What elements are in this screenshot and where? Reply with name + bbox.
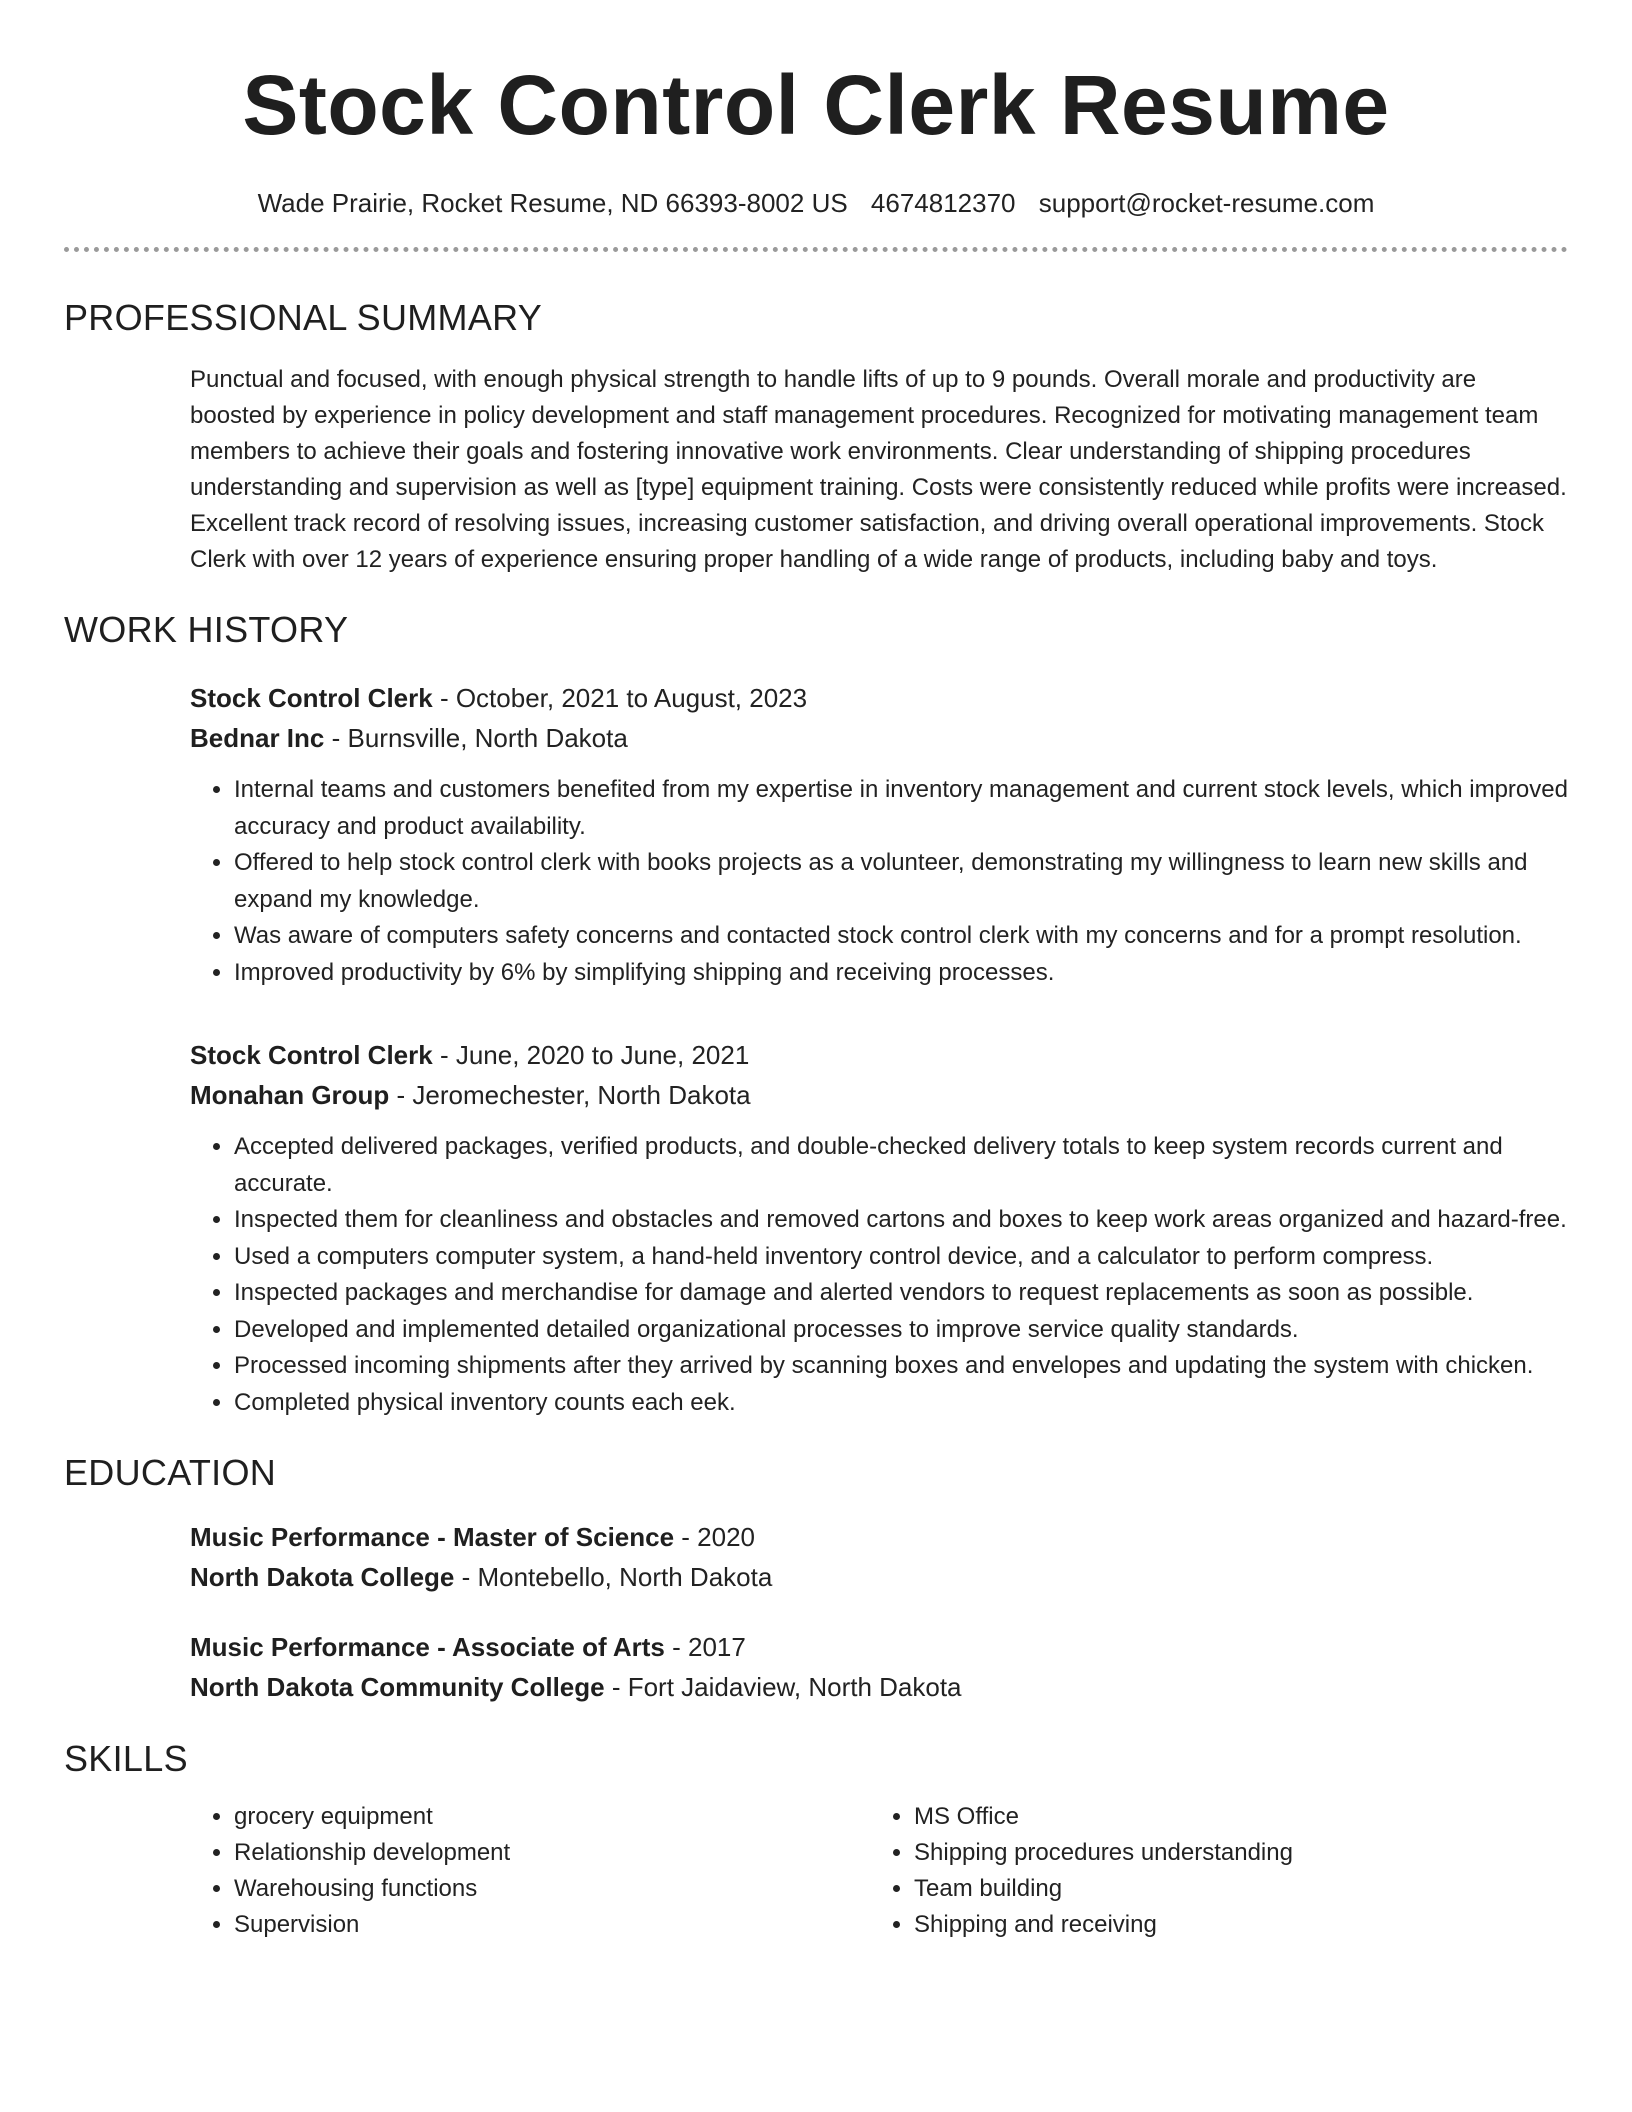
skills-list	[190, 1799, 870, 1943]
skill-item: • MS Office	[914, 1799, 1550, 1835]
job-company: Bednar Inc	[190, 723, 325, 753]
skills-heading: SKILLS	[64, 1738, 188, 1779]
contact-line	[64, 187, 1568, 219]
summary-heading: PROFESSIONAL SUMMARY	[64, 297, 543, 338]
job-bullet: • Processed incoming shipments after they arrived by scanning boxes and envelopes and updating the system with chicken.	[234, 1348, 1568, 1385]
header-divider	[64, 247, 1568, 252]
school: North Dakota Community College	[190, 1672, 605, 1702]
job-company-line	[190, 1075, 1568, 1115]
school-line	[190, 1667, 1568, 1707]
skill-item: • Shipping procedures understanding	[914, 1835, 1550, 1871]
job-bullet: • Offered to help stock control clerk with books projects as a volunteer, demonstrating my willingness to learn new skills and expand my knowledge.	[234, 845, 1568, 918]
degree-year: - 2017	[664, 1632, 746, 1662]
skill-item: • Team building	[914, 1871, 1550, 1907]
summary-section	[64, 296, 1568, 578]
job-location: - Burnsville, North Dakota	[324, 723, 628, 753]
job-bullet: • Used a computers computer system, a hand-held inventory control device, and a calculator to perform compress.	[234, 1239, 1568, 1276]
skill-item: • Supervision	[234, 1907, 870, 1943]
skills-column-right	[870, 1799, 1550, 1943]
contact-address: Wade Prairie, Rocket Resume, ND 66393-8002 US	[257, 188, 848, 218]
degree-year: - 2020	[674, 1522, 756, 1552]
work-history-section	[64, 608, 1568, 1421]
education-section	[64, 1451, 1568, 1707]
education-entry	[190, 1517, 1568, 1597]
contact-email: support@rocket-resume.com	[1038, 188, 1375, 218]
job-bullets	[190, 1129, 1568, 1421]
skill-item: • grocery equipment	[234, 1799, 870, 1835]
job-location: - Jeromechester, North Dakota	[389, 1080, 751, 1110]
degree-line	[190, 1517, 1568, 1557]
job-title-line	[190, 1035, 1568, 1075]
school-line	[190, 1557, 1568, 1597]
skills-section	[64, 1737, 1568, 1943]
skills-list	[870, 1799, 1550, 1943]
job-bullet: • Internal teams and customers benefited from my expertise in inventory management and current stock levels, which improved accuracy and product availability.	[234, 772, 1568, 845]
job-entry	[190, 678, 1568, 991]
education-heading: EDUCATION	[64, 1452, 277, 1493]
skills-grid	[190, 1799, 1568, 1943]
skills-column-left	[190, 1799, 870, 1943]
summary-text: Punctual and focused, with enough physical strength to handle lifts of up to 9 pounds. Overall morale and productivity are boosted by experience in policy development and staff management procedures. Recognized for motivating management team members to achieve their goals and fostering innovative work environments. Clear understanding of shipping procedures understanding and supervision as well as [type] equipment training. Costs were consistently reduced while profits were increased. Excellent track record of resolving issues, increasing customer satisfaction, and driving overall operational improvements. Stock Clerk with over 12 years of experience ensuring proper handling of a wide range of products, including baby and toys.	[190, 366, 1567, 573]
job-company-line	[190, 718, 1568, 758]
job-bullet: • Developed and implemented detailed organizational processes to improve service quality standards.	[234, 1312, 1568, 1349]
job-bullet: • Accepted delivered packages, verified products, and double-checked delivery totals to keep system records current and accurate.	[234, 1129, 1568, 1202]
school-location: - Montebello, North Dakota	[454, 1562, 773, 1592]
job-bullets	[190, 772, 1568, 991]
job-dates: - June, 2020 to June, 2021	[432, 1040, 750, 1070]
contact-phone: 4674812370	[870, 188, 1016, 218]
degree-line	[190, 1627, 1568, 1667]
job-company: Monahan Group	[190, 1080, 390, 1110]
skill-item: • Warehousing functions	[234, 1871, 870, 1907]
job-bullet: • Inspected them for cleanliness and obstacles and removed cartons and boxes to keep work areas organized and hazard-free.	[234, 1202, 1568, 1239]
education-entry	[190, 1627, 1568, 1707]
work-history-heading: WORK HISTORY	[64, 609, 349, 650]
job-title: Stock Control Clerk	[190, 683, 433, 713]
job-bullet: • Improved productivity by 6% by simplifying shipping and receiving processes.	[234, 955, 1568, 992]
job-bullet: • Completed physical inventory counts each eek.	[234, 1385, 1568, 1422]
degree: Music Performance - Associate of Arts	[190, 1632, 665, 1662]
skill-item: • Shipping and receiving	[914, 1907, 1550, 1943]
job-entry	[190, 1035, 1568, 1421]
degree: Music Performance - Master of Science	[190, 1522, 675, 1552]
job-bullet: • Was aware of computers safety concerns and contacted stock control clerk with my concerns and for a prompt resolution.	[234, 918, 1568, 955]
job-bullet: • Inspected packages and merchandise for damage and alerted vendors to request replacements as soon as possible.	[234, 1275, 1568, 1312]
job-dates: - October, 2021 to August, 2023	[432, 683, 808, 713]
school: North Dakota College	[190, 1562, 455, 1592]
job-title: Stock Control Clerk	[190, 1040, 433, 1070]
school-location: - Fort Jaidaview, North Dakota	[604, 1672, 962, 1702]
resume-title: Stock Control Clerk Resume	[242, 58, 1390, 152]
job-title-line	[190, 678, 1568, 718]
skill-item: • Relationship development	[234, 1835, 870, 1871]
